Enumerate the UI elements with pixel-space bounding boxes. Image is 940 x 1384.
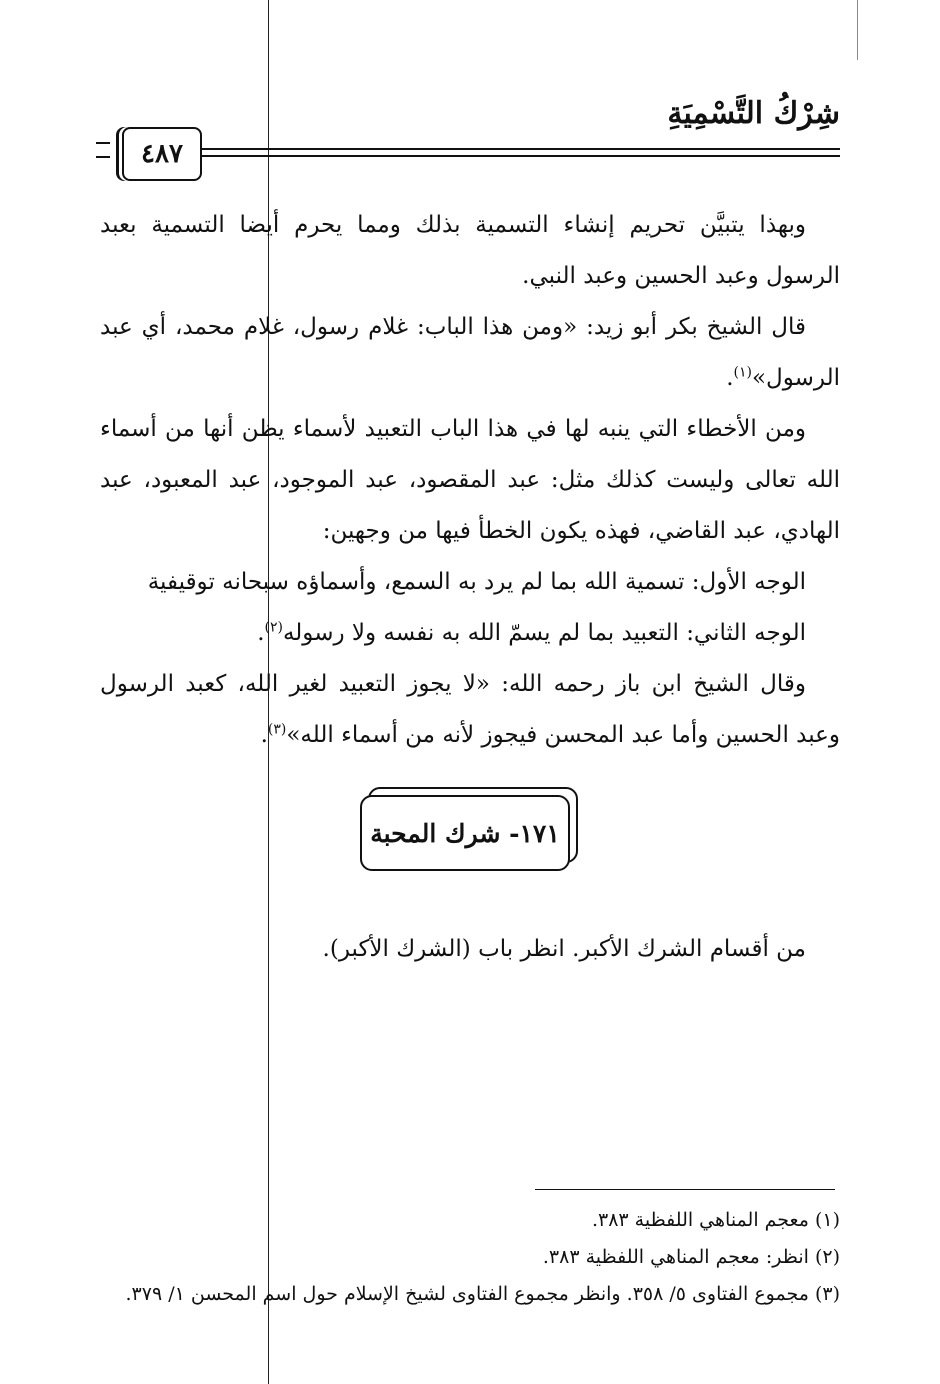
main-text (100, 200, 840, 761)
paragraph-text: قال الشيخ بكر أبو زيد: «ومن هذا الباب: غلام رسول، غلام محمد، أي عبد الرسول» (100, 314, 840, 391)
header-rule (200, 148, 840, 157)
scan-edge-mark (857, 0, 858, 60)
list-item: الوجه الثاني: التعبيد بما لم يسمّ الله به نفسه ولا رسوله$^{(٢)}$. (257, 619, 806, 646)
footnotes (100, 1202, 840, 1313)
footnote-separator (535, 1189, 835, 1190)
footnote-ref: (٢) (264, 619, 283, 636)
footnote: (٢) انظر: معجم المناهي اللفظية ٣٨٣. (542, 1246, 840, 1268)
list-item-text: الوجه الثاني: التعبيد بما لم يسمّ الله به نفسه ولا رسوله (282, 620, 806, 646)
section-text-block (100, 924, 840, 975)
footnote-ref: (١) (733, 364, 752, 381)
paragraph: ومن الأخطاء التي ينبه لها في هذا الباب التعبيد لأسماء يظن أنها من أسماء الله تعالى وليست كذلك مثل: عبد المقصود، عبد الموجود، عبد المعبود، عبد الهادي، عبد القاضي، فهذه يكون الخطأ فيها من وجهين: (100, 416, 840, 544)
section-text: من أقسام الشرك الأكبر. انظر باب (الشرك الأكبر). (322, 936, 806, 962)
footnote-ref: (٣) (267, 721, 287, 738)
header-ornament (96, 142, 110, 158)
page-number: ٤٨٧ (122, 127, 202, 181)
list-item: الوجه الأول: تسمية الله بما لم يرد به السمع، وأسماؤه سبحانه توقيفية (147, 569, 806, 595)
section-heading: ١٧١- شرك المحبة (360, 795, 570, 871)
paragraph-text: وقال الشيخ ابن باز رحمه الله: «لا يجوز التعبيد لغير الله، كعبد الرسول وعبد الحسين وأما عبد المحسن فيجوز لأنه من أسماء الله» (100, 671, 840, 748)
running-title: شِرْكُ التَّسْمِيَةِ (667, 96, 840, 131)
paragraph: قال الشيخ بكر أبو زيد: «ومن هذا الباب: غلام رسول، غلام محمد، أي عبد الرسول»$^{(١)}$. (100, 314, 840, 391)
footnote: (١) معجم المناهي اللفظية ٣٨٣. (591, 1209, 840, 1231)
paragraph: وقال الشيخ ابن باز رحمه الله: «لا يجوز التعبيد لغير الله، كعبد الرسول وعبد الحسين وأما عبد المحسن فيجوز لأنه من أسماء الله»$^{(٣)}$. (100, 671, 840, 748)
paragraph: وبهذا يتبيَّن تحريم إنشاء التسمية بذلك ومما يحرم أيضا التسمية بعبد الرسول وعبد الحسين وعبد النبي. (100, 212, 840, 289)
footnote: (٣) مجموع الفتاوى ٥/ ٣٥٨. وانظر مجموع الفتاوى لشيخ الإسلام حول اسم المحسن ١/ ٣٧٩. (125, 1283, 840, 1305)
